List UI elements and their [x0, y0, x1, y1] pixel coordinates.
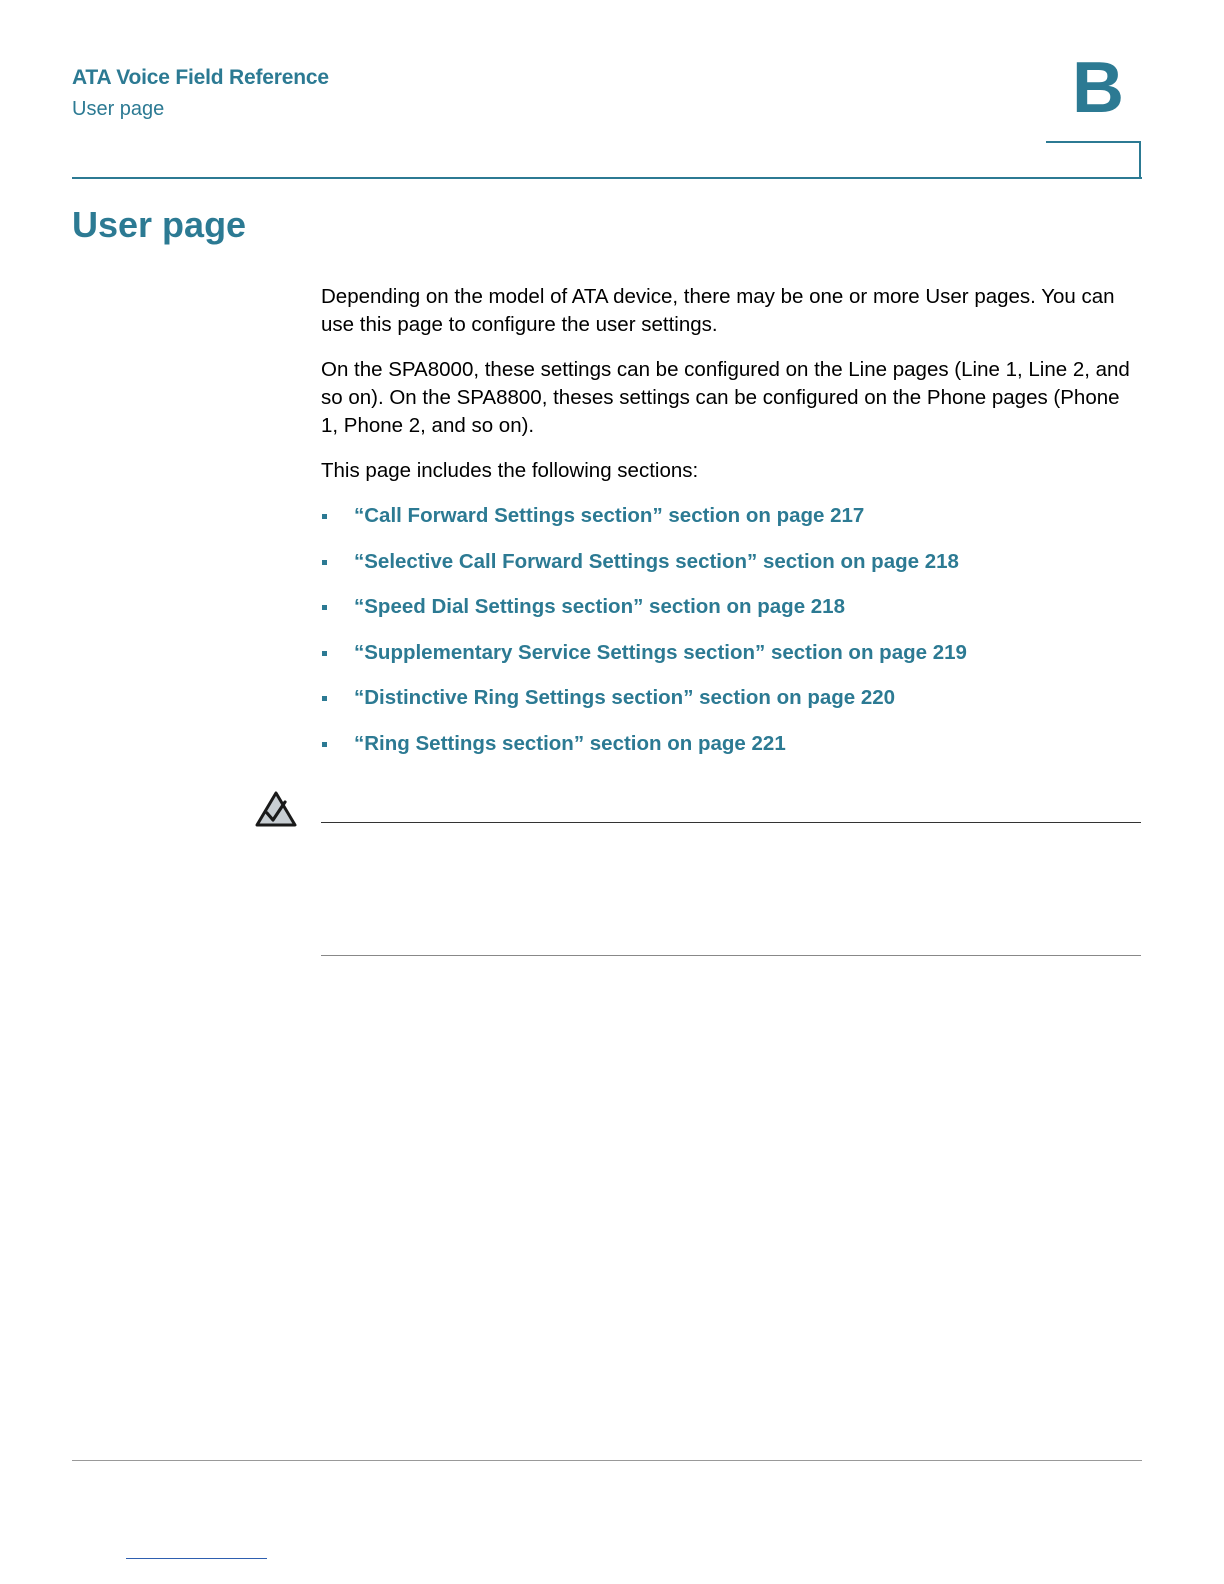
bullet-icon	[322, 605, 327, 610]
chapter-letter: B	[1072, 48, 1124, 128]
intro-paragraph: Depending on the model of ATA device, there may be one or more User pages. You can use this page to configure the user settings.	[321, 285, 1115, 336]
section-link-list	[321, 502, 1141, 776]
footer-divider	[72, 1460, 1142, 1461]
section-link-text[interactable]: “Supplementary Service Settings section” section on page 219	[354, 640, 967, 664]
section-link-selective-call-forward[interactable]	[321, 548, 1141, 594]
section-link-ring-settings[interactable]	[321, 730, 1141, 776]
note-top-rule	[321, 822, 1141, 823]
bullet-icon	[322, 560, 327, 565]
section-link-text[interactable]: “Selective Call Forward Settings section” section on page 218	[354, 549, 959, 573]
running-header-title: ATA Voice Field Reference	[72, 66, 329, 89]
bullet-icon	[322, 514, 327, 519]
note-bottom-rule	[321, 955, 1141, 956]
header-divider	[72, 177, 1142, 179]
chapter-tab-frame	[1046, 141, 1141, 177]
section-link-call-forward[interactable]	[321, 502, 1141, 548]
bullet-icon	[322, 696, 327, 701]
section-link-distinctive-ring[interactable]	[321, 684, 1141, 730]
sections-lead-paragraph: This page includes the following sections:	[321, 459, 699, 482]
body-content	[321, 283, 1141, 776]
models-paragraph: On the SPA8000, these settings can be configured on the Line pages (Line 1, Line 2, and so on). On the SPA8800, theses settings can be configured on the Phone pages (Phone 1, Phone 2, and so on).	[321, 358, 1130, 437]
section-link-speed-dial[interactable]	[321, 593, 1141, 639]
page-title: User page	[72, 204, 247, 245]
section-link-text[interactable]: “Speed Dial Settings section” section on page 218	[354, 595, 845, 619]
section-link-text[interactable]: “Call Forward Settings section” section on page 217	[354, 504, 865, 527]
bullet-icon	[322, 651, 327, 656]
footer-link-underline[interactable]	[126, 1558, 267, 1559]
section-link-text[interactable]: “Distinctive Ring Settings section” section on page 220	[354, 686, 896, 710]
note-check-icon	[254, 790, 298, 828]
bullet-icon	[322, 742, 327, 747]
section-link-supplementary-service[interactable]	[321, 639, 1141, 685]
running-header-subtitle: User page	[72, 98, 165, 120]
section-link-text[interactable]: “Ring Settings section” section on page 221	[354, 731, 786, 755]
